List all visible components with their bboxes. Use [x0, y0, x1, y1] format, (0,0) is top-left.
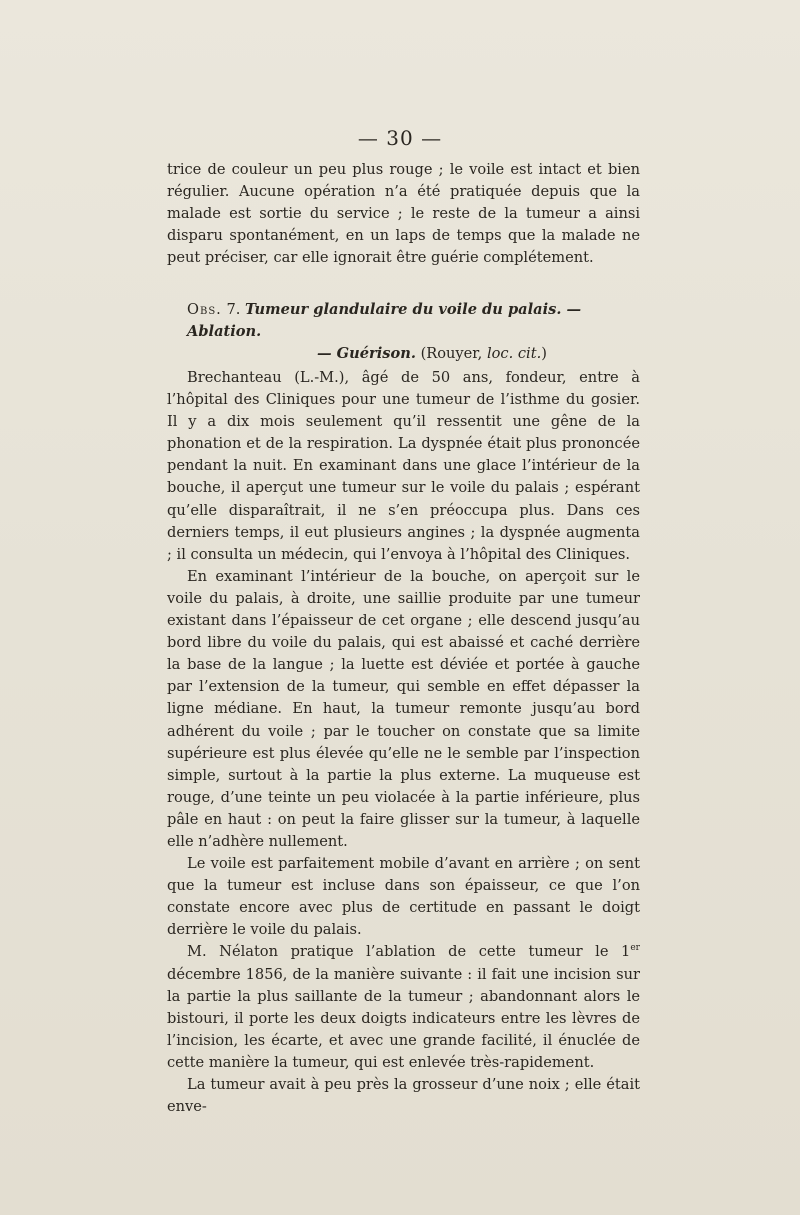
observation-heading-line-2 [187, 343, 647, 365]
observation-source-close: ) [541, 345, 547, 363]
observation-number: 7. [226, 301, 241, 318]
paragraph-patient-history: Brechanteau (L.-M.), âgé de 50 ans, fondeur, entre à l’hôpital des Cliniques pour une tumeur de l’isthme du gosier. Il y a dix mois seulement qu’il ressentit une gêne de la phonation et de la respiration. La dyspnée était plus prononcée pendant la nuit. En examinant dans une glace l’intérieur de la bouche, il aperçut une tumeur sur le voile du palais ; espérant qu’elle disparaîtrait, il ne s’en préoccupa plus. Dans ces derniers temps, il eut plusieurs angines ; la dyspnée augmenta ; il consulta un médecin, qui l’envoya à l’hôpital des Cliniques. [167, 369, 640, 563]
paragraph-mobility: Le voile est parfaitement mobile d’avant en arrière ; on sent que la tumeur est incluse dans son épaisseur, ce que l’on constate encore avec plus de certitude en passant le doigt derrière le voile du palais. [167, 855, 640, 939]
observation-source-ref: loc. cit. [486, 345, 542, 363]
ordinal-superscript: er [630, 943, 640, 954]
observation-label: Obs. [187, 301, 222, 318]
observation-body [167, 367, 640, 1118]
paragraph-ablation [167, 941, 640, 1074]
ablation-text-end: décembre 1856, de la manière suivante : il fait une incision sur la partie la plus saillante de la tumeur ; abandonnant alors le bistouri, il porte les deux doigts indicateurs entre les lèvres de l’incision, les écarte, et avec une grande facilité, il énuclée de cette manière la tumeur, qui est enlevée très-rapidement. [167, 965, 640, 1071]
paragraph-text: trice de couleur un peu plus rouge ; le voile est intact et bien régulier. Aucune opération n’a été pratiquée depuis que la malade est sortie du service ; le reste de la tumeur a ainsi disparu spontanément, en un laps de temps que la malade ne peut préciser, car elle ignorait être guérie complétement. [167, 161, 640, 267]
observation-heading-line-1 [187, 299, 647, 343]
continuation-paragraph [167, 159, 640, 269]
observation-outcome: — Guérison. [317, 345, 416, 363]
observation-heading [187, 299, 647, 365]
observation-source: (Rouyer, [420, 345, 483, 363]
observation-title: Tumeur glandulaire du voile du palais. — Ablation. [187, 301, 582, 341]
paragraph-tumor-size: La tumeur avait à peu près la grosseur d’une noix ; elle était enve- [167, 1076, 640, 1116]
paragraph-examination: En examinant l’intérieur de la bouche, on aperçoit sur le voile du palais, à droite, une saillie produite par une tumeur existant dans l’épaisseur de cet organe ; elle descend jusqu’au bord libre du voile du palais, qui est abaissé et caché derrière la base de la langue ; la luette est déviée et portée à gauche par l’extension de la tumeur, qui semble en effet dépasser la ligne médiane. En haut, la tumeur remonte jusqu’au bord adhérent du voile ; par le toucher on constate que sa limite supérieure est plus élevée qu’elle ne le semble par l’inspection simple, surtout à la partie la plus externe. La muqueuse est rouge, d’une teinte un peu violacée à la partie inférieure, plus pâle en haut : on peut la faire glisser sur la tumeur, à laquelle elle n’adhère nullement. [167, 567, 640, 850]
ablation-text-start: M. Nélaton pratique l’ablation de cette tumeur le 1 [187, 943, 631, 961]
page-number: — 30 — [357, 126, 443, 150]
